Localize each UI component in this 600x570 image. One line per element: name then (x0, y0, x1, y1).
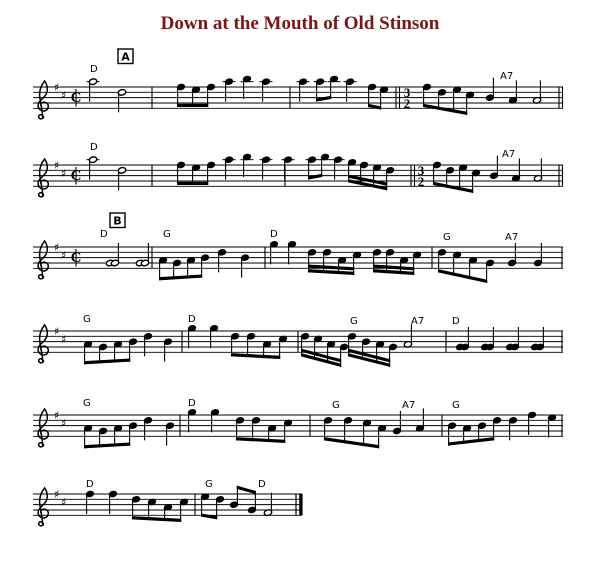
chord-symbol: G (452, 400, 460, 411)
beam (373, 269, 414, 275)
system (33, 398, 563, 448)
cut-time-signature: C (70, 90, 82, 107)
beam (324, 437, 379, 448)
beam (201, 513, 217, 519)
staff-lines (33, 162, 563, 186)
system (33, 213, 563, 283)
rehearsal-mark-letter: B (113, 214, 122, 228)
beam (308, 269, 354, 275)
chord-symbol: G (332, 400, 340, 411)
chord-symbol: D (90, 142, 98, 153)
sharp-sign: ♯ (61, 416, 67, 430)
beam (84, 358, 130, 364)
beam (433, 182, 473, 193)
sharp-sign: ♯ (54, 324, 60, 338)
sharp-sign: ♯ (54, 158, 60, 172)
sharp-sign: ♯ (61, 248, 67, 262)
beam-group (301, 333, 349, 367)
tune-title: Down at the Mouth of Old Stinson (160, 13, 440, 34)
chord-symbol: D (258, 479, 266, 490)
note (166, 422, 175, 446)
beam (237, 486, 256, 495)
beam (177, 182, 208, 185)
chord-symbol: G (350, 316, 358, 327)
note (164, 338, 173, 362)
chord-symbol: G (163, 229, 171, 240)
chord-symbol: D (188, 398, 196, 409)
time-signature-numerator: 3 (417, 162, 425, 178)
beam (316, 96, 331, 102)
staff-lines (33, 84, 563, 108)
beam-16th (373, 265, 414, 271)
cut-time-signature: C (70, 168, 82, 185)
beam (423, 104, 467, 115)
system (33, 49, 563, 119)
chord-symbol: G (83, 314, 91, 325)
chord-symbol: G (205, 479, 213, 490)
sharp-sign: ♯ (61, 88, 67, 102)
chord-symbol: G (83, 398, 91, 409)
sharp-sign: ♯ (61, 332, 67, 346)
chord-symbol: D (100, 229, 108, 240)
beam (448, 437, 494, 446)
beam (132, 516, 181, 522)
beam (177, 104, 208, 107)
chord-symbol: A7 (505, 232, 519, 243)
sharp-sign: ♯ (54, 240, 60, 254)
chord-symbol: G (443, 232, 451, 243)
cut-time-signature: C (70, 250, 82, 267)
beam-group (324, 417, 387, 449)
beam-group (348, 333, 398, 367)
chord-symbol: D (188, 314, 196, 325)
beam-group (348, 159, 395, 191)
note (490, 156, 499, 180)
sharp-sign: ♯ (54, 80, 60, 94)
system (33, 479, 303, 526)
chord-symbol: D (90, 64, 98, 75)
beam (84, 442, 130, 448)
note (241, 254, 250, 278)
barline-final-thick (299, 494, 302, 515)
beam (438, 269, 487, 283)
chord-symbol: D (270, 229, 278, 240)
beam-group (423, 83, 475, 115)
sharp-sign: ♯ (61, 495, 67, 509)
sharp-sign: ♯ (61, 166, 67, 180)
chord-symbol: A7 (502, 149, 516, 160)
system (33, 314, 563, 367)
time-signature-denominator: 2 (417, 174, 425, 189)
beam (231, 353, 280, 359)
beam (159, 274, 202, 280)
chord-symbol: A7 (411, 316, 425, 327)
chord-symbol: D (86, 479, 94, 490)
sharp-sign: ♯ (54, 408, 60, 422)
beam-group (438, 249, 495, 283)
time-signature-denominator: 2 (403, 96, 411, 111)
rehearsal-mark-letter: A (121, 50, 130, 64)
beam (236, 437, 285, 443)
beam-16th (308, 265, 354, 271)
time-signature-numerator: 3 (403, 84, 411, 100)
note (486, 78, 495, 102)
chord-symbol: A7 (402, 400, 416, 411)
sharp-sign: ♯ (54, 487, 60, 501)
beam (308, 174, 322, 180)
chord-symbol: A7 (500, 71, 514, 82)
chord-symbol: D (452, 316, 460, 327)
system (33, 142, 563, 197)
beam-group (433, 161, 481, 193)
